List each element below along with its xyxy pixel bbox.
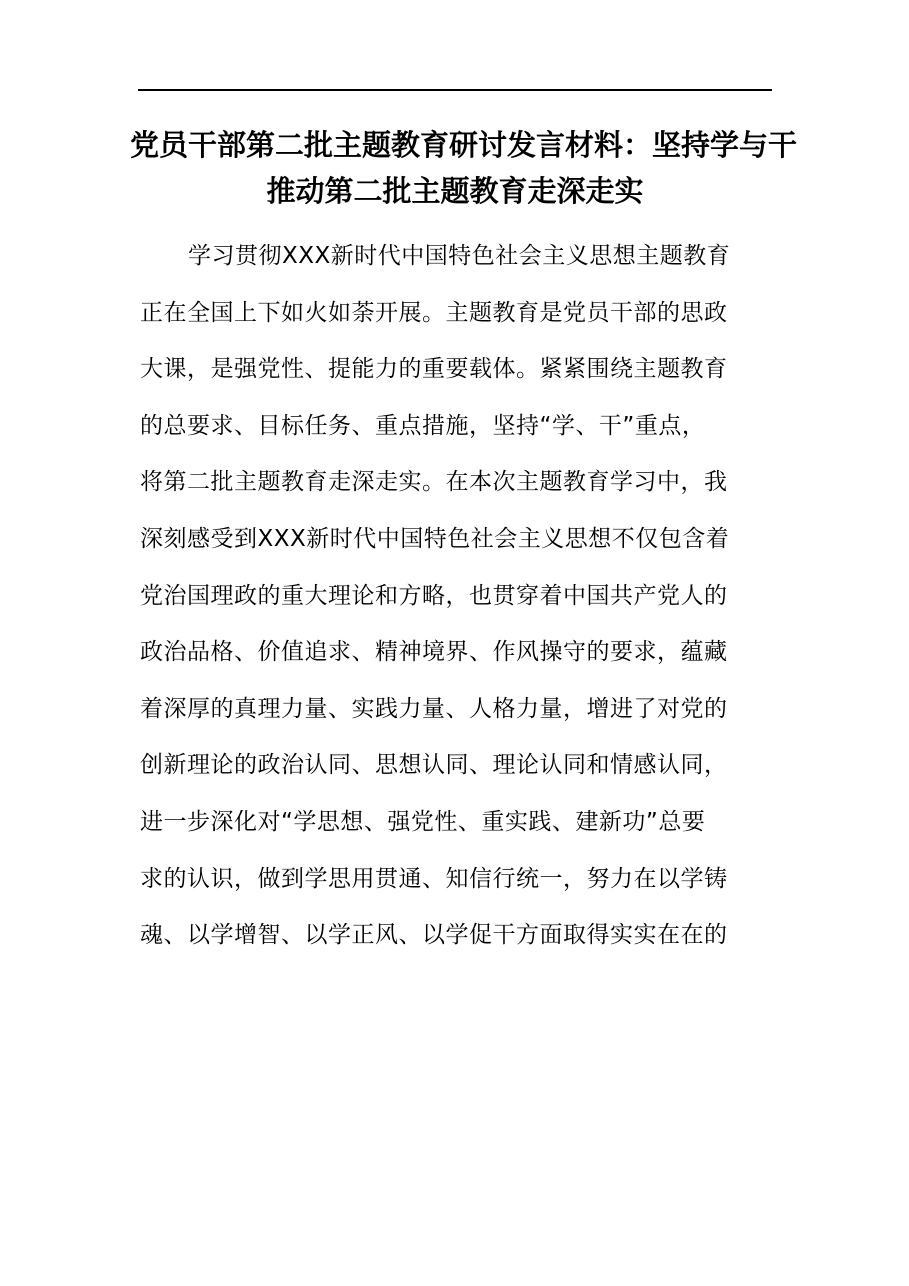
title-line-2: 推动第二批主题教育走深走实 — [266, 174, 644, 208]
body-line: 进一步深化对“学思想、强党性、重实践、建新功”总要 — [140, 808, 706, 835]
body-line: 学习贯彻XXX新时代中国特色社会主义思想主题教育 — [188, 243, 731, 269]
body-line: 着深厚的真理力量、实践力量、人格力量，增进了对党的 — [140, 695, 728, 722]
body-line: 大课，是强党性、提能力的重要载体。紧紧围绕主题教育 — [140, 356, 728, 383]
body-line: 党治国理政的重大理论和方略，也贯穿着中国共产党人的 — [140, 582, 728, 609]
title-line-1: 党员干部第二批主题教育研讨发言材料：坚持学与干 — [130, 128, 798, 162]
body-line: 将第二批主题教育走深走实。在本次主题教育学习中，我 — [140, 469, 728, 496]
header-rule — [138, 89, 772, 91]
body-line: 魂、以学增智、以学正风、以学促干方面取得实实在在的 — [140, 922, 728, 949]
body-line: 深刻感受到XXX新时代中国特色社会主义思想不仅包含着 — [140, 525, 730, 552]
body-line: 求的认识，做到学思用贯通、知信行统一，努力在以学铸 — [140, 865, 728, 892]
body-paragraph — [140, 228, 780, 964]
body-line: 政治品格、价值追求、精神境界、作风操守的要求，蕴藏 — [140, 639, 728, 666]
body-line: 创新理论的政治认同、思想认同、理论认同和情感认同， — [140, 752, 728, 779]
body-line: 正在全国上下如火如荼开展。主题教育是党员干部的思政 — [140, 299, 728, 326]
body-line: 的总要求、目标任务、重点措施，坚持“学、干”重点， — [140, 412, 706, 439]
document-title — [130, 122, 798, 214]
